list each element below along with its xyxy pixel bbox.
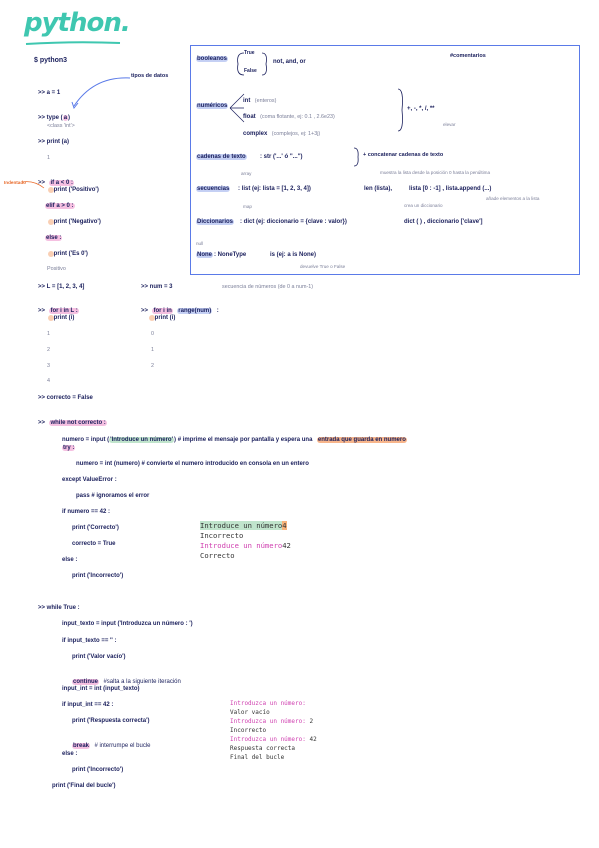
dict-fn: dict ( ) , diccionario ['clave'] xyxy=(404,219,483,225)
brace-icon xyxy=(396,86,406,134)
code-line: numero = int (numero) # convierte el numero introducido en consola en un entero xyxy=(76,461,309,467)
label-secuencias: secuencias xyxy=(197,186,230,192)
console2-line: Incorrecto xyxy=(230,727,267,734)
num-float: float (coma flotante, ej: 0.1 , 2.6e23) xyxy=(243,114,335,120)
code-line: input_int = int (input_texto) xyxy=(62,686,140,692)
code-line: print ('Valor vacío') xyxy=(72,654,126,660)
output-line: 1 xyxy=(47,155,50,161)
code-line: else : xyxy=(62,751,78,757)
label-diccionarios: Diccionarios xyxy=(197,219,234,225)
num-complex: complex (complejos, ej: 1+3j) xyxy=(243,131,321,137)
code-line: print (i) xyxy=(48,315,74,321)
code-line: elif a > 0 : xyxy=(46,203,74,209)
code-line: >> L = [1, 2, 3, 4] xyxy=(38,284,85,290)
is-op: is (ej: a is None) xyxy=(270,252,317,258)
console2-line: Valor vacío xyxy=(230,709,270,716)
code-line: >> num = 3 xyxy=(141,284,173,290)
indent-label: Indentado xyxy=(4,180,26,185)
code-line: print ('Respuesta correcta') xyxy=(72,718,150,724)
dict-type: : dict (ej: diccionario = {clave : valor}) xyxy=(240,219,347,225)
console2-line: Introduzca un número: 2 xyxy=(230,718,314,725)
code-line: if numero == 42 : xyxy=(62,509,111,515)
crea-label: crea un diccionario xyxy=(404,203,443,208)
bool-false: False xyxy=(244,68,257,74)
code-line: if input_int == 42 : xyxy=(62,702,114,708)
console2-line: Final del bucle xyxy=(230,754,285,761)
comentarios: #comentarios xyxy=(450,53,486,59)
muestra-label: muestra la lista desde la posición 0 hasta la penúltima xyxy=(380,170,491,175)
out-b: 1 xyxy=(151,347,154,353)
tipos-label: tipos de datos xyxy=(131,73,169,79)
brace-icon xyxy=(260,50,270,78)
brace-icon xyxy=(234,50,246,78)
label-numericos: numéricos xyxy=(197,103,228,109)
code-line-for1: >> for i in L : xyxy=(38,308,78,314)
code-line: except ValueError : xyxy=(62,477,117,483)
output-line: Positivo xyxy=(47,266,66,272)
null-label: null xyxy=(196,241,204,246)
code-line: >> print (a) xyxy=(38,139,70,145)
secuencia-label: secuencia de números (de 0 a num-1) xyxy=(222,284,314,290)
label-none: None xyxy=(197,252,212,258)
out-a: 3 xyxy=(47,363,50,369)
console1-line: Incorrecto xyxy=(200,531,244,540)
title-underline xyxy=(24,40,124,48)
code-line: >> while True : xyxy=(38,605,80,611)
array-label: array xyxy=(241,171,252,176)
elevar-label: elevar xyxy=(443,122,456,127)
out-a: 1 xyxy=(47,331,50,337)
code-line: print ('Correcto') xyxy=(72,525,119,531)
list-slice: lista [0 : -1] , lista.append (...) xyxy=(409,186,492,192)
console2-line: Introduzca un número: 42 xyxy=(230,736,317,743)
out-b: 0 xyxy=(151,331,154,337)
page-title: python. xyxy=(24,8,130,38)
out-a: 2 xyxy=(47,347,50,353)
console1-line: Introduce un número4 xyxy=(200,521,287,530)
num-int: int (enteros) xyxy=(243,98,277,104)
code-line: correcto = True xyxy=(72,541,116,547)
code-break: break # interrumpe el bucle xyxy=(73,743,151,749)
label-cadenas: cadenas de texto xyxy=(197,154,246,160)
nonetype: : NoneType xyxy=(214,252,247,258)
console2-line: Respuesta correcta xyxy=(230,745,296,752)
anade-label: añade elementos a la lista xyxy=(486,196,540,201)
len: len (lista), xyxy=(364,186,393,192)
code-line: else : xyxy=(46,235,62,241)
out-b: 2 xyxy=(151,363,154,369)
code-line: print (i) xyxy=(149,315,175,321)
code-line-while: >> while not correcto : xyxy=(38,420,106,426)
map-label: map xyxy=(243,204,252,209)
label-booleanos: booleanos xyxy=(197,56,228,62)
shell-heading: $ python3 xyxy=(34,57,68,64)
output-line: <class 'int'> xyxy=(47,123,75,129)
code-line: pass # ignoramos el error xyxy=(76,493,150,499)
num-ops: +, -, *, /, ** xyxy=(407,106,435,112)
code-line: else : xyxy=(62,557,78,563)
concat: + concatenar cadenas de texto xyxy=(363,152,444,158)
code-line-for2: >> for i in range(num) : xyxy=(141,308,219,314)
console2-line: Introduzca un número: xyxy=(230,700,306,707)
code-line: print ('Es 0') xyxy=(48,251,88,257)
devuelve-label: devuelve True o False xyxy=(300,264,346,269)
code-line: input_texto = input ('Introduzca un número : ') xyxy=(62,621,193,627)
code-line: >> a = 1 xyxy=(38,90,61,96)
brace-icon xyxy=(352,146,362,168)
console1-line: Correcto xyxy=(200,551,235,560)
bool-true: True xyxy=(244,50,255,56)
code-line-if: >> if a < 0 : xyxy=(38,180,73,186)
console1-line: Introduce un número42 xyxy=(200,541,291,550)
list-type: : list (ej: lista = [1, 2, 3, 4]) xyxy=(238,186,311,192)
code-line: if input_texto == '' : xyxy=(62,638,117,644)
bool-ops: not, and, or xyxy=(273,59,306,65)
code-line: print ('Final del bucle') xyxy=(52,783,116,789)
code-line-input: numero = input ('Introduce un número') # imprime el mensaje por pantalla y espera una entrada que guarda en numero xyxy=(62,437,406,443)
str-type: : str ('...' ó "...") xyxy=(260,154,303,160)
code-continue: continue #salta a la siguiente iteración xyxy=(73,679,181,685)
code-line: print ('Positivo') xyxy=(48,187,99,193)
code-try: try : xyxy=(63,445,75,451)
code-line-type: >> type (a) xyxy=(38,115,71,121)
types-box xyxy=(190,45,580,275)
code-line: >> correcto = False xyxy=(38,395,93,401)
tipos-arrow xyxy=(64,72,134,112)
code-line: print ('Incorrecto') xyxy=(72,767,124,773)
code-line: print ('Negativo') xyxy=(48,219,101,225)
code-line: print ('Incorrecto') xyxy=(72,573,124,579)
out-a: 4 xyxy=(47,378,50,384)
